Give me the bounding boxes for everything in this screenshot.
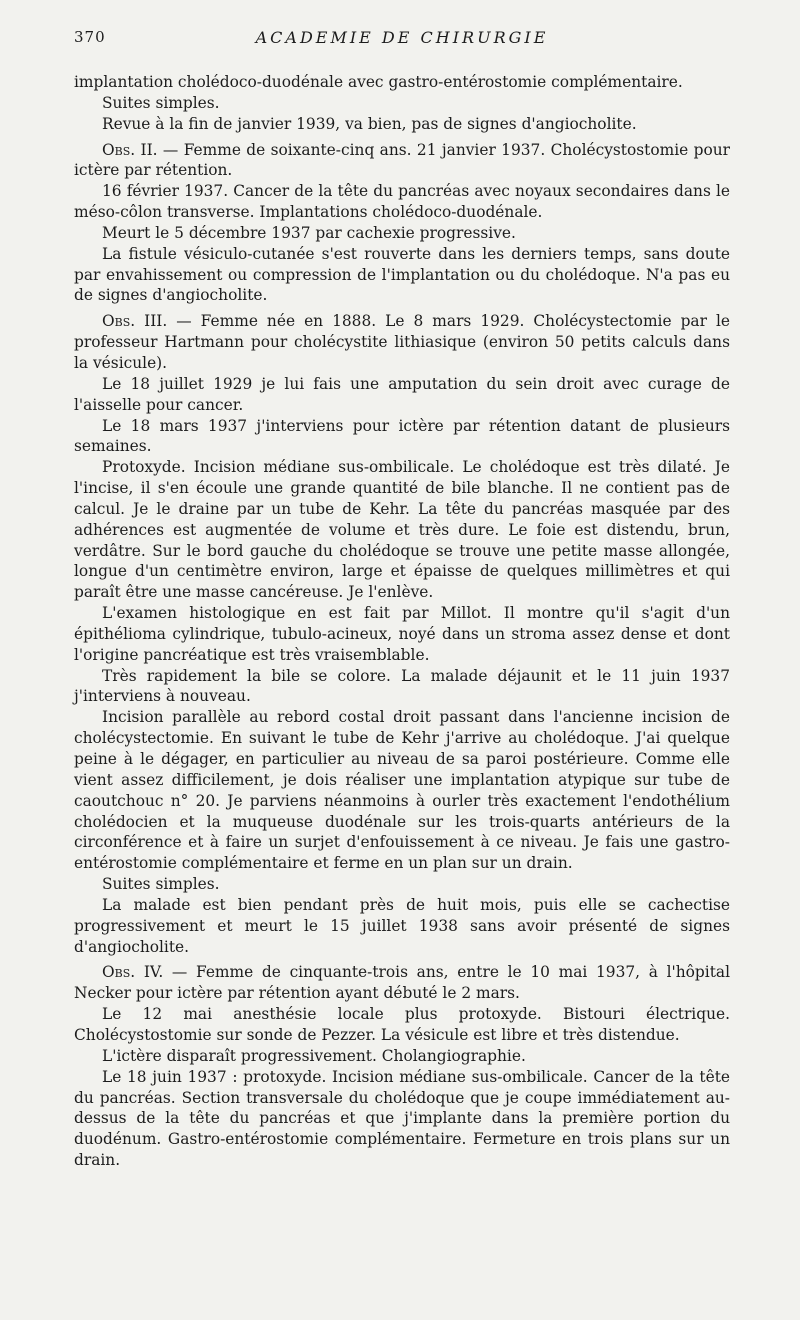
body-text [74,72,730,1171]
paragraph [74,374,730,416]
paragraph [74,72,730,93]
paragraph-text: Meurt le 5 décembre 1937 par cachexie progressive. [102,223,516,242]
paragraph-text: Le 18 mars 1937 j'interviens pour ictère par rétention datant de plusieurs semaines. [74,416,730,456]
paragraph-text: La fistule vésiculo-cutanée s'est rouverte dans les derniers temps, sans doute par envahissement ou compression de l'implantation ou du cholédoque. N'a pas eu de signes d'angiocholite. [74,244,730,305]
page-header [74,28,730,52]
paragraph-text: — Femme née en 1888. Le 8 mars 1929. Cholécystectomie par le professeur Hartmann pour cholécystite lithiasique (environ 50 petits calculs dans la vésicule). [74,312,731,372]
paragraph-text: Protoxyde. Incision médiane sus-ombilicale. Le cholédoque est très dilaté. Je l'incise, il s'en écoule une grande quantité de bile blanche. Il ne contient pas de calcul. Je le draine par un tube de Kehr. La tête du pancréas masquée par des adhérences est augmentée de volume et très dure. Le foie est distendu, brun, verdâtre. Sur le bord gauche du cholédoque se trouve une petite masse allongée, longue d'un centimètre environ, large et épaisse de quelques millimètres et qui paraît être une masse cancéreuse. Je l'enlève. [74,458,730,602]
paragraph-text: L'examen histologique en est fait par Millot. Il montre qu'il s'agit d'un épithélioma cylindrique, tubulo-acineux, noyé dans un stroma assez dense et dont l'origine pancréatique est très vraisemblable. [74,604,730,664]
paragraph [74,874,730,895]
paragraph-text: Le 18 juillet 1929 je lui fais une amputation du sein droit avec curage de l'aisselle pour cancer. [74,374,730,414]
paragraph [74,223,730,244]
paragraph [74,416,730,458]
page-number: 370 [74,28,106,46]
paragraph-text: — Femme de soixante-cinq ans. 21 janvier 1937. Cholécystostomie pour ictère par rétention. [74,140,730,180]
paragraph [74,114,730,135]
paragraph [74,1004,730,1046]
paragraph-text: Revue à la fin de janvier 1939, va bien, pas de signes d'angiocholite. [102,114,637,133]
paragraph-text: — Femme de cinquante-trois ans, entre le 10 mai 1937, à l'hôpital Necker pour ictère par rétention ayant débuté le 2 mars. [74,963,730,1003]
paragraph-text: 16 février 1937. Cancer de la tête du pancréas avec noyaux secondaires dans le méso-côlon transverse. Implantations cholédoco-duodénale. [74,182,730,222]
paragraph [74,181,730,223]
paragraph [74,1067,730,1171]
observation-label: Obs. III. [102,312,168,331]
paragraph-text: Incision parallèle au rebord costal droit passant dans l'ancienne incision de cholécystectomie. En suivant le tube de Kehr j'arrive au cholédoque. J'ai quelque peine à le dégager, en particulier au niveau de sa paroi postérieure. Comme elle vient assez difficilement, je dois réaliser une implantation atypique sur tube de caoutchouc n° 20. Je parviens néanmoins à ourler très exactement l'endothélium cholédocien et la muqueuse duodénale sur les trois-quarts antérieurs de la circonférence et à faire un surjet d'enfouissement à ce niveau. Je fais une gastro-entérostomie complémentaire et ferme en un plan sur un drain. [74,708,730,873]
paragraph [74,707,730,874]
paragraph [74,93,730,114]
paragraph-text: Suites simples. [102,93,220,112]
paragraph [74,603,730,666]
paragraph [74,140,730,182]
paragraph [74,895,730,958]
paragraph [74,311,730,374]
paragraph [74,1046,730,1067]
paragraph [74,962,730,1004]
observation-label: Obs. IV. [102,963,164,982]
paragraph-text: implantation cholédoco-duodénale avec gastro-entérostomie complémentaire. [74,73,683,91]
paragraph-text: L'ictère disparaît progressivement. Cholangiographie. [102,1046,526,1065]
paragraph-text: La malade est bien pendant près de huit mois, puis elle se cachectise progressivement et meurt le 15 juillet 1938 sans avoir présenté de signes d'angiocholite. [74,895,730,956]
paragraph [74,457,730,603]
paragraph-text: Très rapidement la bile se colore. La malade déjaunit et le 11 juin 1937 j'interviens à nouveau. [74,666,730,706]
paragraph-text: Le 12 mai anesthésie locale plus protoxyde. Bistouri électrique. Cholécystostomie sur sonde de Pezzer. La vésicule est libre et très distendue. [74,1005,730,1044]
paragraph [74,666,730,708]
paragraph [74,244,730,307]
paragraph-text: Le 18 juin 1937 : protoxyde. Incision médiane sus-ombilicale. Cancer de la tête du pancréas. Section transversale du cholédoque que je coupe immédiatement au-dessus de la tête du pancréas et que j'implante dans la première portion du duodénum. Gastro-entérostomie complémentaire. Fermeture en trois plans sur un drain. [74,1067,730,1170]
paragraph-text: Suites simples. [102,875,220,894]
running-title: ACADEMIE DE CHIRURGIE [255,28,549,47]
observation-label: Obs. II. [102,140,158,159]
